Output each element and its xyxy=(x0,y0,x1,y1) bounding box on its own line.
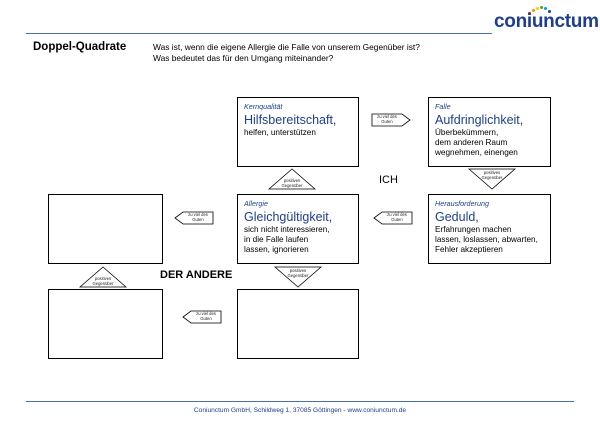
connector-label: Gegenüber xyxy=(281,182,303,188)
question-line-1: Was ist, wenn die eigene Allergie die Falle von unserem Gegenüber ist? xyxy=(153,42,420,52)
quadrant-kernqualitaet xyxy=(237,97,359,167)
brand-logo: coniunctum xyxy=(494,11,599,32)
label-der-andere: DER ANDERE xyxy=(160,269,233,281)
connector-label: zu viel des xyxy=(377,114,397,119)
triangle-down-positives-gegenueber xyxy=(468,168,516,190)
connector-label: Gegenüber xyxy=(92,280,114,286)
quadrant-body-line: lassen, loslassen, abwarten, xyxy=(435,234,538,244)
quadrant-body xyxy=(244,225,352,254)
arrow-right-zu-viel xyxy=(371,112,411,128)
quadrant-caption: Kernqualität xyxy=(244,102,283,111)
quadrant-body-line: Erfahrungen machen xyxy=(435,225,512,234)
quadrant-body-line: in die Falle laufen xyxy=(244,234,309,244)
arrow-left-zu-viel xyxy=(373,210,413,226)
arrow-left-zu-viel xyxy=(182,309,222,325)
connector-label: Guten xyxy=(381,118,393,124)
connector-label: zu viel des xyxy=(188,212,208,217)
quadrant-body-line: helfen, unterstützen xyxy=(244,128,316,137)
quadrant-body xyxy=(244,128,352,138)
quadrant-heading: Gleichgültigkeit, xyxy=(244,210,333,224)
quadrant-body-line: Überbekümmern, xyxy=(435,128,499,137)
quadrant-body-line: lassen, ignorieren xyxy=(244,244,309,254)
quadrant-heading: Hilfsbereitschaft, xyxy=(244,113,337,127)
triangle-up-positives-gegenueber xyxy=(268,168,316,190)
header-rule xyxy=(26,33,492,34)
label-ich: ICH xyxy=(379,174,398,186)
connector-label: positives xyxy=(94,276,112,281)
question-line-2: Was bedeutet das für den Umgang miteinander? xyxy=(153,53,334,63)
footer-address: Coniunctum GmbH, Schildweg 1, 37085 Göttingen - www.coniunctum.de xyxy=(193,407,407,414)
connector-label: positives xyxy=(289,268,307,273)
quadrant-falle xyxy=(428,97,551,167)
quadrant-caption: Falle xyxy=(435,102,451,111)
quadrant-body-line: Fehler akzeptieren xyxy=(435,244,503,254)
connector-label: Gegenüber xyxy=(481,174,503,180)
quadrant-body xyxy=(435,225,544,254)
empty-quadrant-andere-herausforderung xyxy=(237,289,359,359)
connector-label: zu viel des xyxy=(196,311,216,316)
footer-rule xyxy=(26,401,574,402)
connector-label: Guten xyxy=(391,216,403,222)
connector-label: Guten xyxy=(192,216,204,222)
quadrant-caption: Allergie xyxy=(244,199,268,208)
connector-label: Guten xyxy=(200,315,212,321)
triangle-up-positives-gegenueber xyxy=(79,266,127,288)
connector-label: positives xyxy=(483,170,501,175)
quadrant-allergie xyxy=(237,194,359,264)
quadrant-heading: Aufdringlichkeit, xyxy=(435,113,524,127)
connector-label: positives xyxy=(283,178,301,183)
quadrant-herausforderung xyxy=(428,194,551,264)
quadrant-body-line: sich nicht interessieren, xyxy=(244,225,330,234)
quadrant-heading: Geduld, xyxy=(435,210,479,224)
quadrant-body-line: wegnehmen, einengen xyxy=(435,147,518,157)
arrow-left-zu-viel xyxy=(174,210,214,226)
quadrant-caption: Herausforderung xyxy=(435,199,489,208)
connector-label: zu viel des xyxy=(387,212,407,217)
quadrant-body-line: dem anderen Raum xyxy=(435,137,508,147)
quadrant-body xyxy=(435,128,544,157)
page-title: Doppel-Quadrate xyxy=(33,41,127,53)
empty-quadrant-andere-allergie xyxy=(48,289,163,359)
empty-quadrant-andere-kernqualitaet xyxy=(48,194,163,264)
triangle-down-positives-gegenueber xyxy=(274,266,322,288)
connector-label: Gegenüber xyxy=(287,272,309,278)
